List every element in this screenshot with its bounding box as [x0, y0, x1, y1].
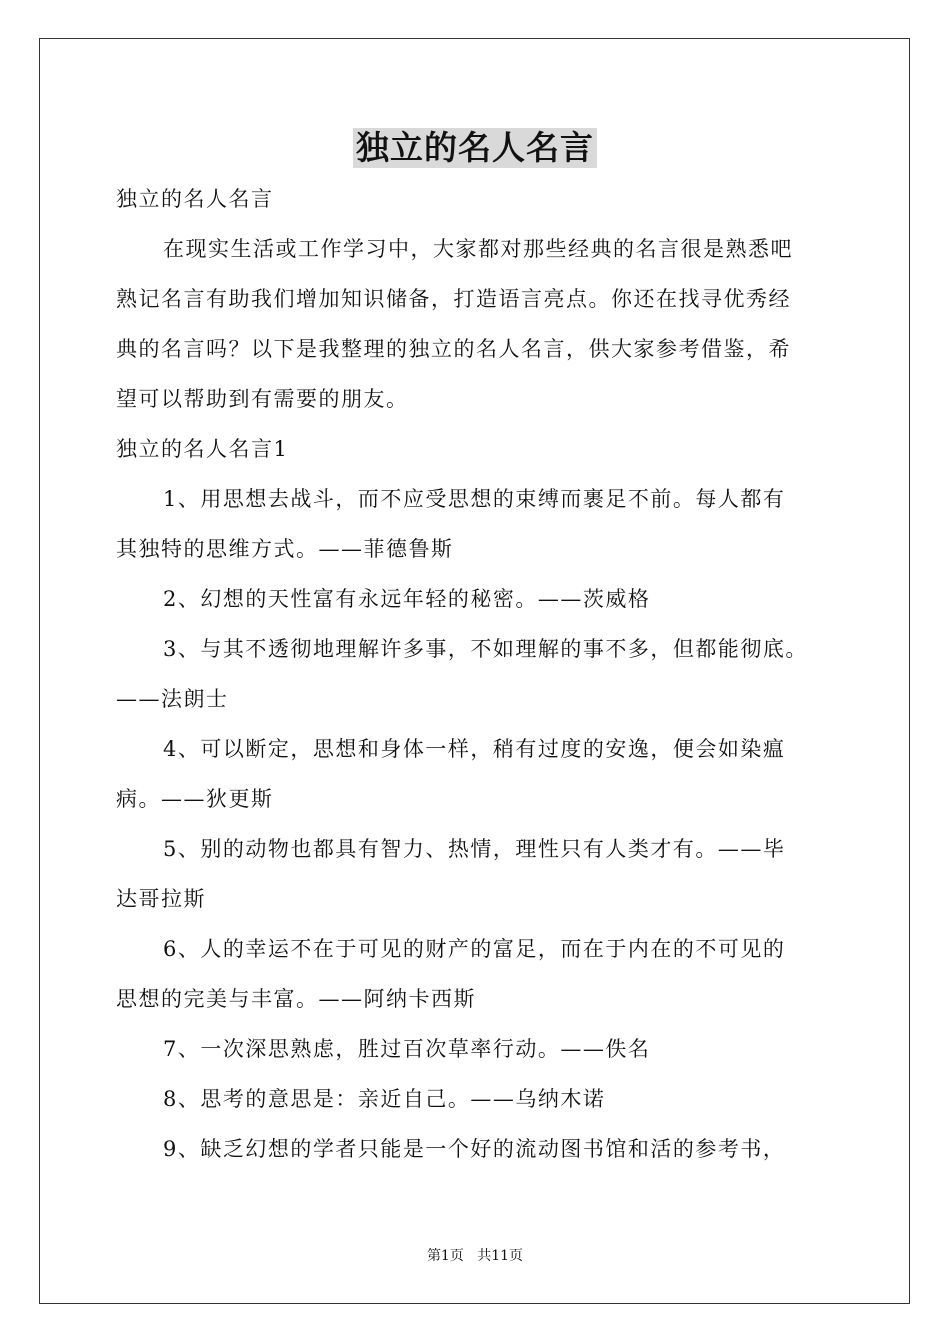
quote-line: 4、可以断定，思想和身体一样，稍有过度的安逸，便会如染瘟	[163, 737, 786, 761]
section-heading: 独立的名人名言1	[116, 437, 289, 461]
quote-line: 病。——狄更斯	[116, 787, 274, 811]
page-footer	[0, 1246, 950, 1266]
quote-line: 7、一次深思熟虑，胜过百次草率行动。——佚名	[163, 1037, 651, 1061]
quote-line: 达哥拉斯	[116, 887, 206, 911]
quote-line: 其独特的思维方式。——菲德鲁斯	[116, 537, 454, 561]
quote-line: ——法朗士	[116, 687, 229, 711]
page-total: 共11页	[477, 1248, 524, 1264]
body-line: 在现实生活或工作学习中，大家都对那些经典的名言很是熟悉吧	[163, 237, 793, 261]
body-line: 熟记名言有助我们增加知识储备，打造语言亮点。你还在找寻优秀经	[116, 287, 791, 311]
document-body	[116, 174, 836, 1174]
page-number: 第1页	[426, 1248, 464, 1264]
quote-line: 5、别的动物也都具有智力、热情，理性只有人类才有。——毕	[163, 837, 786, 861]
body-line: 望可以帮助到有需要的朋友。	[116, 387, 409, 411]
body-line: 独立的名人名言	[116, 187, 274, 211]
quote-line: 2、幻想的天性富有永远年轻的秘密。——茨威格	[163, 587, 651, 611]
document-title: 独立的名人名言	[353, 128, 597, 168]
quote-line: 思想的完美与丰富。——阿纳卡西斯	[116, 987, 476, 1011]
quote-line: 9、缺乏幻想的学者只能是一个好的流动图书馆和活的参考书，	[163, 1137, 786, 1161]
quote-line: 8、思考的意思是：亲近自己。——乌纳木诺	[163, 1087, 606, 1111]
body-line: 典的名言吗？以下是我整理的独立的名人名言，供大家参考借鉴，希	[116, 337, 791, 361]
quote-line: 1、用思想去战斗，而不应受思想的束缚而裹足不前。每人都有	[163, 487, 786, 511]
quote-line: 6、人的幸运不在于可见的财产的富足，而在于内在的不可见的	[163, 937, 786, 961]
title-container	[0, 128, 950, 168]
quote-line: 3、与其不透彻地理解许多事，不如理解的事不多，但都能彻底。	[163, 637, 808, 661]
